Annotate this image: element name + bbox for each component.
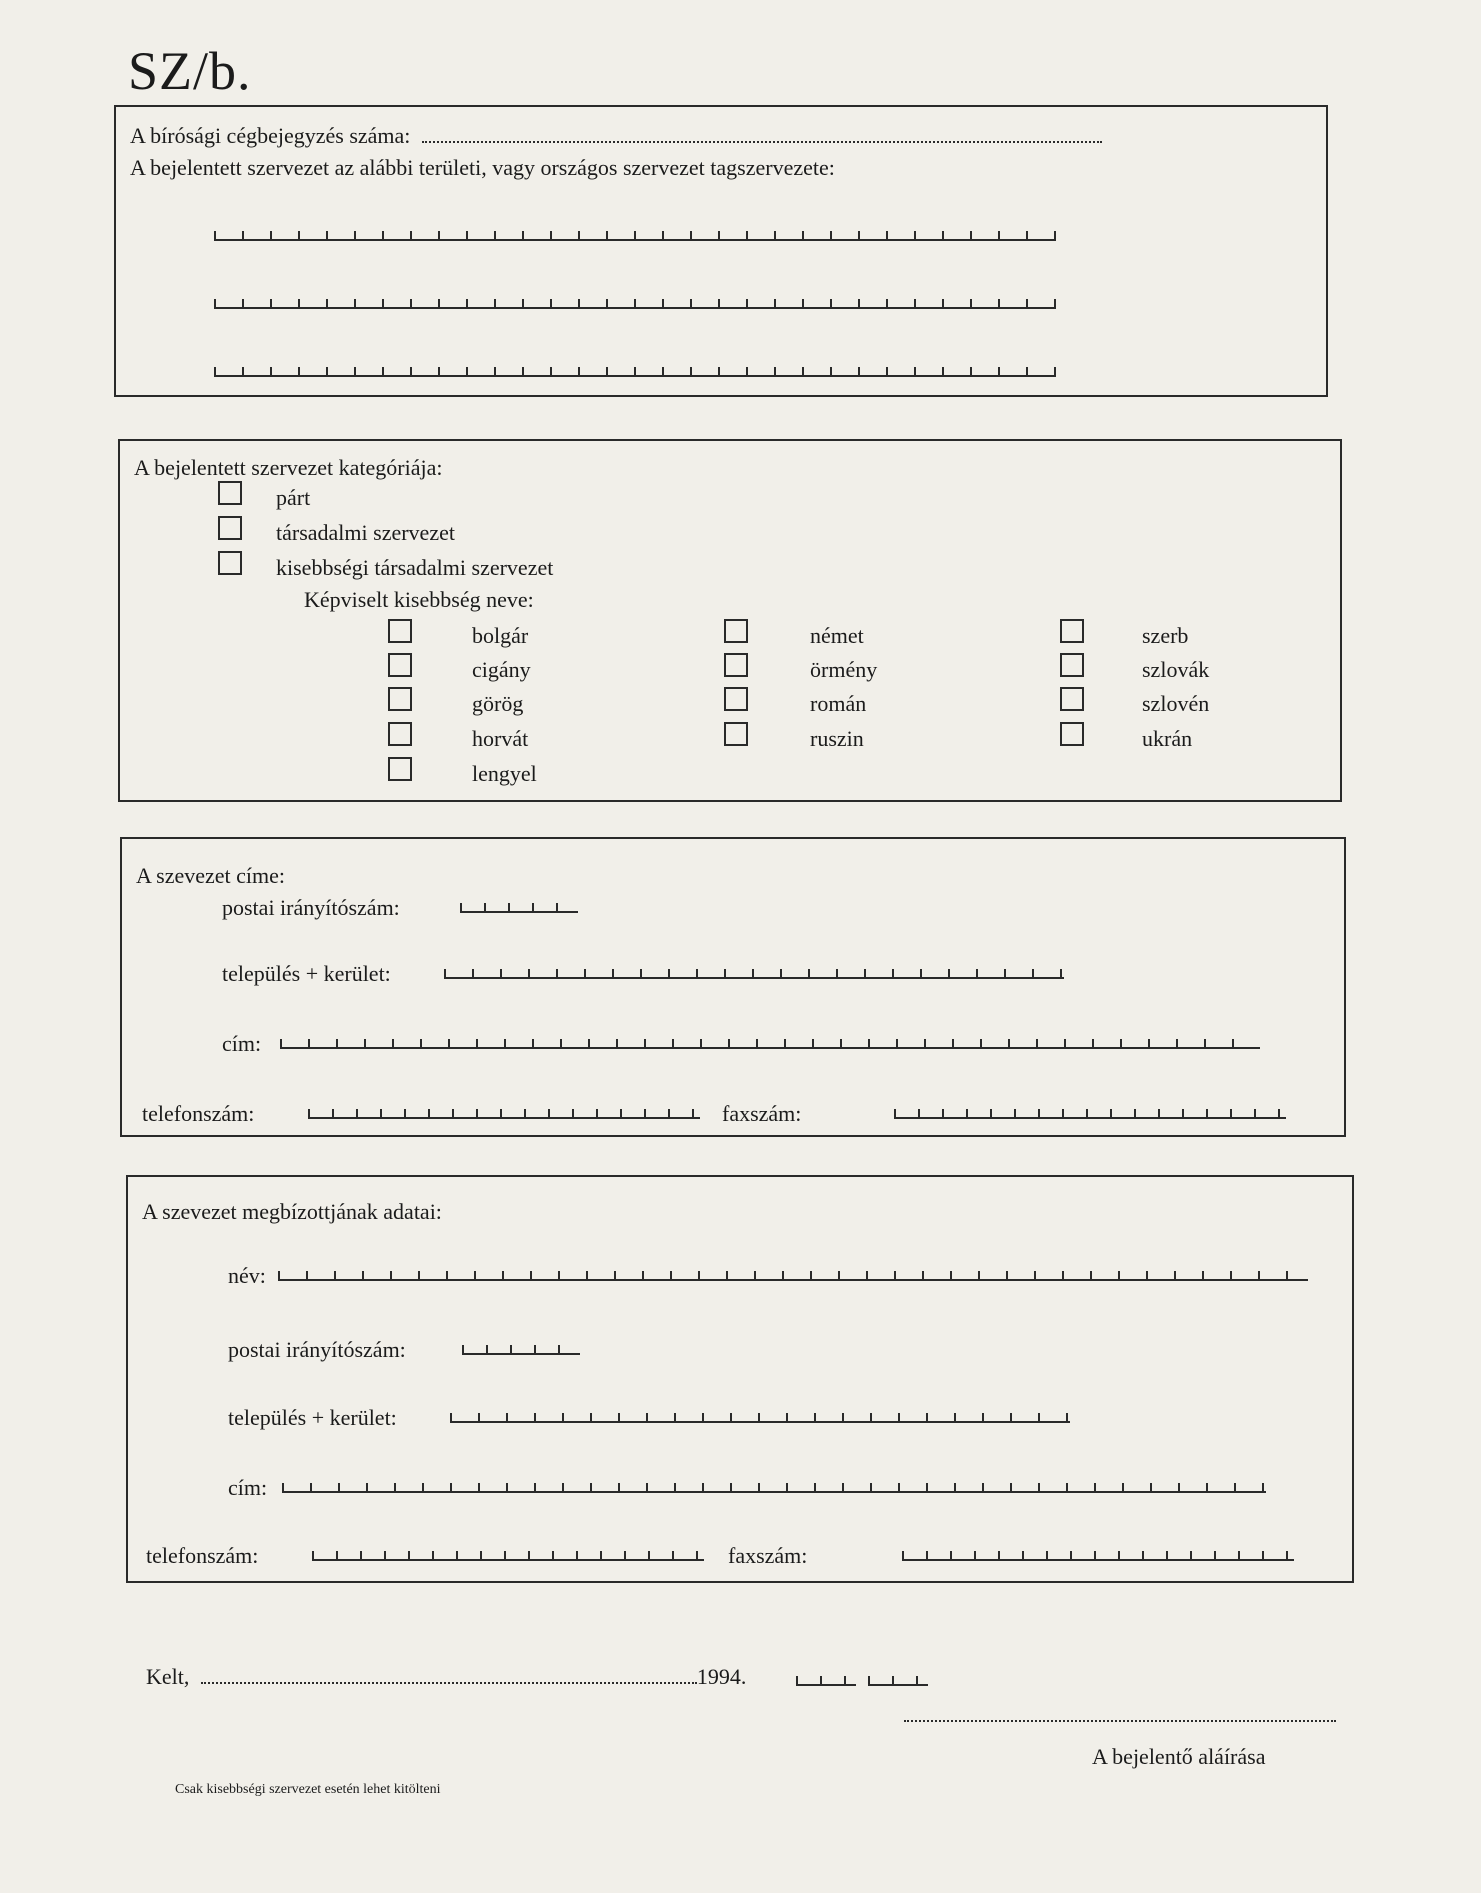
minority-bolgar: bolgár bbox=[472, 623, 529, 648]
minority-checkbox-ruszin[interactable] bbox=[724, 722, 748, 746]
day-field[interactable] bbox=[868, 1676, 928, 1686]
category-checkbox-minority[interactable] bbox=[218, 551, 242, 575]
minority-ormeny: örmény bbox=[810, 657, 878, 682]
rep-fax-label: faxszám: bbox=[728, 1543, 808, 1568]
minority-checkbox-cigany[interactable] bbox=[388, 653, 412, 677]
minority-szlovak: szlovák bbox=[1142, 657, 1210, 682]
rep-name-field[interactable] bbox=[278, 1271, 1308, 1281]
minority-checkbox-gorog[interactable] bbox=[388, 687, 412, 711]
minority-checkbox-szlovak[interactable] bbox=[1060, 653, 1084, 677]
minority-cigany: cigány bbox=[472, 657, 531, 682]
dated-label: Kelt, bbox=[146, 1664, 190, 1689]
minority-lengyel: lengyel bbox=[472, 761, 537, 786]
representative-section bbox=[126, 1175, 1354, 1583]
representative-heading: A szevezet megbízottjának adatai: bbox=[142, 1199, 442, 1224]
dated-line bbox=[146, 1664, 746, 1690]
member-org-field-2[interactable] bbox=[214, 299, 1056, 309]
registration-number-field[interactable] bbox=[422, 123, 1102, 143]
minority-ruszin: ruszin bbox=[810, 726, 864, 751]
place-field[interactable] bbox=[201, 1664, 697, 1684]
minority-checkbox-lengyel[interactable] bbox=[388, 757, 412, 781]
minority-checkbox-szerb[interactable] bbox=[1060, 619, 1084, 643]
address-section bbox=[120, 837, 1346, 1137]
rep-settlement-field[interactable] bbox=[450, 1413, 1070, 1423]
category-section bbox=[118, 439, 1342, 802]
address-heading: A szevezet címe: bbox=[136, 863, 286, 888]
minority-szerb: szerb bbox=[1142, 623, 1189, 648]
category-option-minority: kisebbségi társadalmi szervezet bbox=[276, 555, 554, 580]
phone-field[interactable] bbox=[308, 1109, 700, 1119]
minority-checkbox-bolgar[interactable] bbox=[388, 619, 412, 643]
member-org-field-3[interactable] bbox=[214, 367, 1056, 377]
registration-label: A bírósági cégbejegyzés száma: bbox=[130, 123, 1102, 149]
category-checkbox-party[interactable] bbox=[218, 481, 242, 505]
street-address-label: cím: bbox=[222, 1031, 262, 1056]
street-address-field[interactable] bbox=[280, 1039, 1260, 1049]
footnote: Csak kisebbségi szervezet esetén lehet kitölteni bbox=[175, 1782, 441, 1797]
category-label: A bejelentett szervezet kategóriája: bbox=[134, 455, 443, 480]
minority-szloven: szlovén bbox=[1142, 691, 1210, 716]
rep-name-label: név: bbox=[228, 1263, 266, 1288]
category-option-social: társadalmi szervezet bbox=[276, 520, 455, 545]
postal-code-field[interactable] bbox=[460, 903, 578, 913]
minority-label: Képviselt kisebbség neve: bbox=[304, 587, 534, 612]
rep-street-address-field[interactable] bbox=[282, 1483, 1266, 1493]
settlement-label: település + kerület: bbox=[222, 961, 391, 986]
rep-phone-label: telefonszám: bbox=[146, 1543, 259, 1568]
member-org-field-1[interactable] bbox=[214, 231, 1056, 241]
rep-postal-code-field[interactable] bbox=[462, 1345, 580, 1355]
minority-horvat: horvát bbox=[472, 726, 529, 751]
rep-postal-code-label: postai irányítószám: bbox=[228, 1337, 406, 1362]
month-field[interactable] bbox=[796, 1676, 856, 1686]
rep-settlement-label: település + kerület: bbox=[228, 1405, 397, 1430]
phone-label: telefonszám: bbox=[142, 1101, 255, 1126]
registration-section bbox=[114, 105, 1328, 397]
member-org-label: A bejelentett szervezet az alábbi területi, vagy országos szervezet tagszervezete: bbox=[130, 155, 835, 180]
signature-line[interactable] bbox=[904, 1720, 1336, 1722]
minority-checkbox-ormeny[interactable] bbox=[724, 653, 748, 677]
category-checkbox-social[interactable] bbox=[218, 516, 242, 540]
minority-checkbox-ukran[interactable] bbox=[1060, 722, 1084, 746]
minority-ukran: ukrán bbox=[1142, 726, 1193, 751]
rep-phone-field[interactable] bbox=[312, 1551, 704, 1561]
year-label: 1994. bbox=[696, 1664, 747, 1689]
minority-checkbox-nemet[interactable] bbox=[724, 619, 748, 643]
signature-label: A bejelentő aláírása bbox=[1092, 1744, 1266, 1769]
fax-label: faxszám: bbox=[722, 1101, 802, 1126]
form-code: SZ/b. bbox=[128, 41, 252, 101]
rep-street-address-label: cím: bbox=[228, 1475, 268, 1500]
minority-roman: román bbox=[810, 691, 867, 716]
minority-checkbox-szloven[interactable] bbox=[1060, 687, 1084, 711]
minority-checkbox-roman[interactable] bbox=[724, 687, 748, 711]
minority-checkbox-horvat[interactable] bbox=[388, 722, 412, 746]
minority-gorog: görög bbox=[472, 691, 524, 716]
rep-fax-field[interactable] bbox=[902, 1551, 1294, 1561]
settlement-field[interactable] bbox=[444, 969, 1064, 979]
minority-nemet: német bbox=[810, 623, 864, 648]
postal-code-label: postai irányítószám: bbox=[222, 895, 400, 920]
fax-field[interactable] bbox=[894, 1109, 1286, 1119]
category-option-party: párt bbox=[276, 485, 311, 510]
